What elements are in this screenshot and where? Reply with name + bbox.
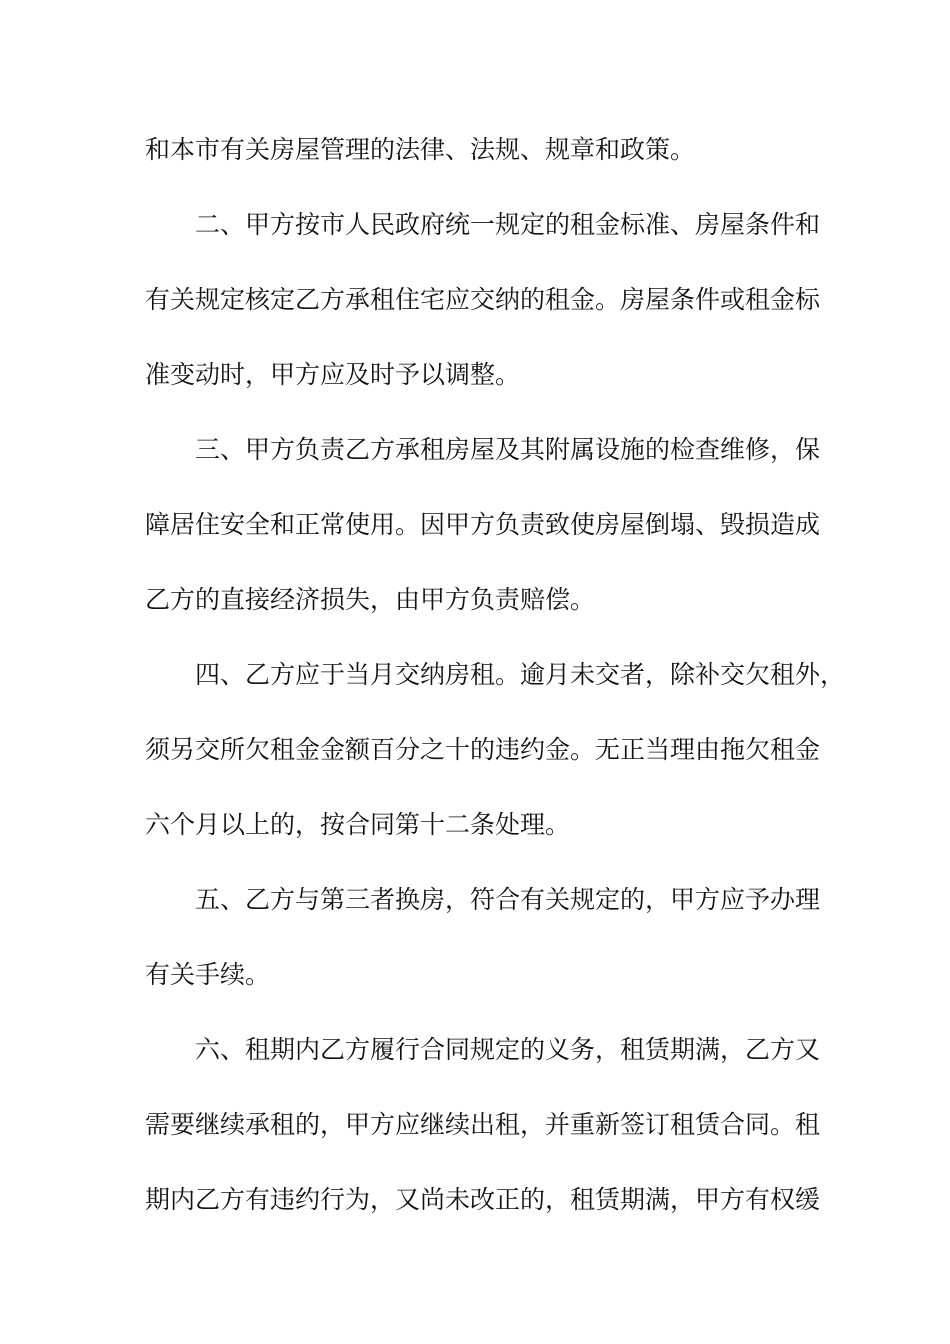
paragraph-4-line-2: 须另交所欠租金金额百分之十的违约金。无正当理由拖欠租金 xyxy=(145,735,821,764)
paragraph-3-line-1: 三、甲方负责乙方承租房屋及其附属设施的检查维修，保 xyxy=(195,435,821,464)
paragraph-2-line-1: 二、甲方按市人民政府统一规定的租金标准、房屋条件和 xyxy=(195,210,821,239)
paragraph-6-line-3: 期内乙方有违约行为，又尚未改正的，租赁期满，甲方有权缓 xyxy=(145,1185,821,1214)
paragraph-2-line-3: 准变动时，甲方应及时予以调整。 xyxy=(145,360,521,389)
paragraph-2-line-2: 有关规定核定乙方承租住宅应交纳的租金。房屋条件或租金标 xyxy=(145,285,821,314)
text-line-1: 和本市有关房屋管理的法律、法规、规章和政策。 xyxy=(145,135,696,164)
paragraph-4-line-3: 六个月以上的，按合同第十二条处理。 xyxy=(145,810,571,839)
paragraph-3-line-3: 乙方的直接经济损失，由甲方负责赔偿。 xyxy=(145,585,596,614)
paragraph-5-line-2: 有关手续。 xyxy=(145,960,271,989)
paragraph-6-line-1: 六、租期内乙方履行合同规定的义务，租赁期满，乙方又 xyxy=(195,1035,821,1064)
paragraph-3-line-2: 障居住安全和正常使用。因甲方负责致使房屋倒塌、毁损造成 xyxy=(145,510,821,539)
paragraph-4-line-1: 四、乙方应于当月交纳房租。逾月未交者，除补交欠租外， xyxy=(195,660,846,689)
paragraph-6-line-2: 需要继续承租的，甲方应继续出租，并重新签订租赁合同。租 xyxy=(145,1110,821,1139)
paragraph-5-line-1: 五、乙方与第三者换房，符合有关规定的，甲方应予办理 xyxy=(195,885,821,914)
